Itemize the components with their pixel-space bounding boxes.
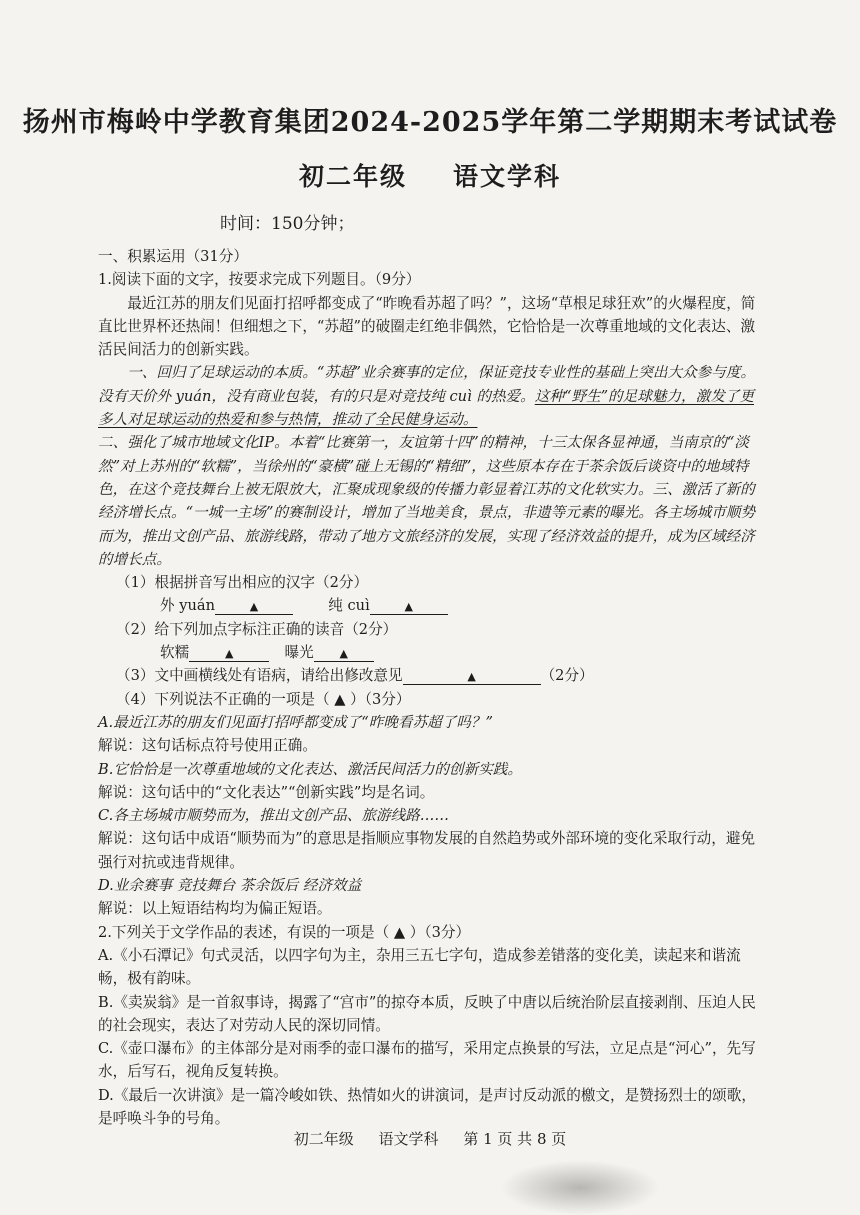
option-a: A.最近江苏的朋友们见面打招呼都变成了“昨晚看苏超了吗？”	[98, 713, 493, 731]
exam-content	[98, 245, 763, 1130]
sub-question-1: （1）根据拼音写出相应的汉字（2分）	[116, 574, 369, 592]
q2-option-a: A.《小石潭记》句式灵活，以四字句为主，杂用三五七字句，造成参差错落的变化美，读起来和谐流畅，极有韵味。	[98, 946, 741, 988]
underlined-sentence: 这种“野生”的足球魅力，激发了更多人对足球运动的热爱和参与热情，推动了全民健身运动。	[98, 387, 754, 429]
option-b-explanation: 解说：这句话中的“文化表达”“创新实践”均是名词。	[98, 783, 435, 801]
answer-blank-2[interactable]: ▲	[370, 600, 448, 615]
exam-subtitle	[0, 157, 860, 193]
option-b: B.它恰恰是一次尊重地域的文化表达、激活民间活力的创新实践。	[98, 760, 522, 778]
word-a: 软糯	[160, 644, 190, 662]
sub-question-3-text: （3）文中画横线处有语病，请给出修改意见	[116, 667, 403, 685]
option-d-explanation: 解说：以上短语结构均为偏正短语。	[98, 900, 332, 918]
exam-title: 扬州市梅岭中学教育集团2024-2025学年第二学期期末考试试卷	[22, 107, 838, 138]
pinyin-b: 纯 cuì	[328, 597, 370, 615]
answer-blank-5[interactable]: ▲	[403, 670, 541, 685]
q2-option-c: C.《壶口瀑布》的主体部分是对雨季的壶口瀑布的描写，采用定点换景的写法，立足点是“河心”，先写水，后写石，视角反复转换。	[98, 1040, 756, 1081]
footer-subject: 语文学科	[378, 1130, 439, 1148]
passage-paragraph-2	[98, 361, 763, 431]
passage-paragraph-2-text: 一、回归了足球运动的本质。“苏超”业余赛事的定位，保证竞技专业性的基础上突出大众参与度。没有天价外 yuán，没有商业包装，有的只是对竞技纯 cuì 的热爱。	[98, 364, 756, 405]
pinyin-a: 外 yuán	[160, 597, 215, 615]
footer-grade: 初二年级	[293, 1130, 354, 1148]
question-2-stem: 2.下列关于文学作品的表述，有误的一项是（ ▲ ）（3分）	[98, 923, 471, 941]
option-c-explanation: 解说：这句话中成语“顺势而为”的意思是指顺应事物发展的自然趋势或外部环境的变化采取行动，避免强行对抗或违背规律。	[98, 830, 756, 871]
option-a-explanation: 解说：这句话标点符号使用正确。	[98, 737, 317, 755]
page-footer	[0, 1128, 860, 1149]
pinyin-row	[98, 594, 763, 617]
option-d: D.业余赛事 竞技舞台 茶余饭后 经济效益	[98, 877, 362, 895]
subject-label: 语文学科	[453, 162, 562, 191]
word-b: 曝光	[284, 644, 314, 662]
answer-blank-3[interactable]: ▲	[189, 647, 269, 662]
question-1-stem: 1.阅读下面的文字，按要求完成下列题目。（9分）	[98, 271, 421, 289]
sub-question-4: （4）下列说法不正确的一项是（ ▲ ）（3分）	[116, 690, 411, 708]
answer-blank-4[interactable]: ▲	[314, 647, 374, 662]
option-c: C.各主场城市顺势而为，推出文创产品、旅游线路……	[98, 807, 449, 825]
reading-row	[98, 641, 763, 664]
footer-page-number: 第 1 页 共 8 页	[463, 1130, 567, 1148]
sub-question-3-score: （2分）	[540, 667, 594, 685]
sub-question-3	[98, 664, 763, 687]
q2-option-d: D.《最后一次讲演》是一篇冷峻如铁、热情如火的讲演词，是声讨反动派的檄文，是赞扬烈士的颂歌，是呼唤斗争的号角。	[98, 1086, 756, 1127]
scan-shadow	[500, 1160, 660, 1215]
grade-label: 初二年级	[298, 162, 407, 191]
section-heading: 一、积累运用（31分）	[98, 248, 248, 265]
answer-blank-1[interactable]: ▲	[215, 600, 293, 615]
passage-paragraph-3: 二、强化了城市地域文化IP。本着“比赛第一，友谊第十四”的精神，十三太保各显神通，当南京的“淡然”对上苏州的“软糯”，当徐州的“豪横”碰上无锡的“精细”，这些原本存在于茶余饭后谈资中的地域特色，在这个竞技舞台上被无限放大，汇聚成现象级的传播力彰显着江苏的文化软实力。三、激活了新的经济增长点。“一城一主场”的赛制设计，增加了当地美食，景点，非遗等元素的曝光。各主场城市顺势而为，推出文创产品、旅游线路，带动了地方文旅经济的发展，实现了经济效益的提升，成为区域经济的增长点。	[98, 434, 756, 568]
passage-paragraph-1: 最近江苏的朋友们见面打招呼都变成了“昨晚看苏超了吗？”，这场“草根足球狂欢”的火爆程度，简直比世界杯还热闹！但细想之下，“苏超”的破圈走红绝非偶然，它恰恰是一次尊重地域的文化表达、激活民间活力的创新实践。	[98, 294, 756, 359]
exam-time: 时间：150分钟；	[220, 214, 355, 234]
q2-option-b: B.《卖炭翁》是一首叙事诗，揭露了“宫市”的掠夺本质，反映了中唐以后统治阶层直接剥削、压迫人民的社会现实，表达了对劳动人民的深切同情。	[98, 993, 756, 1034]
sub-question-2: （2）给下列加点字标注正确的读音（2分）	[116, 620, 398, 638]
